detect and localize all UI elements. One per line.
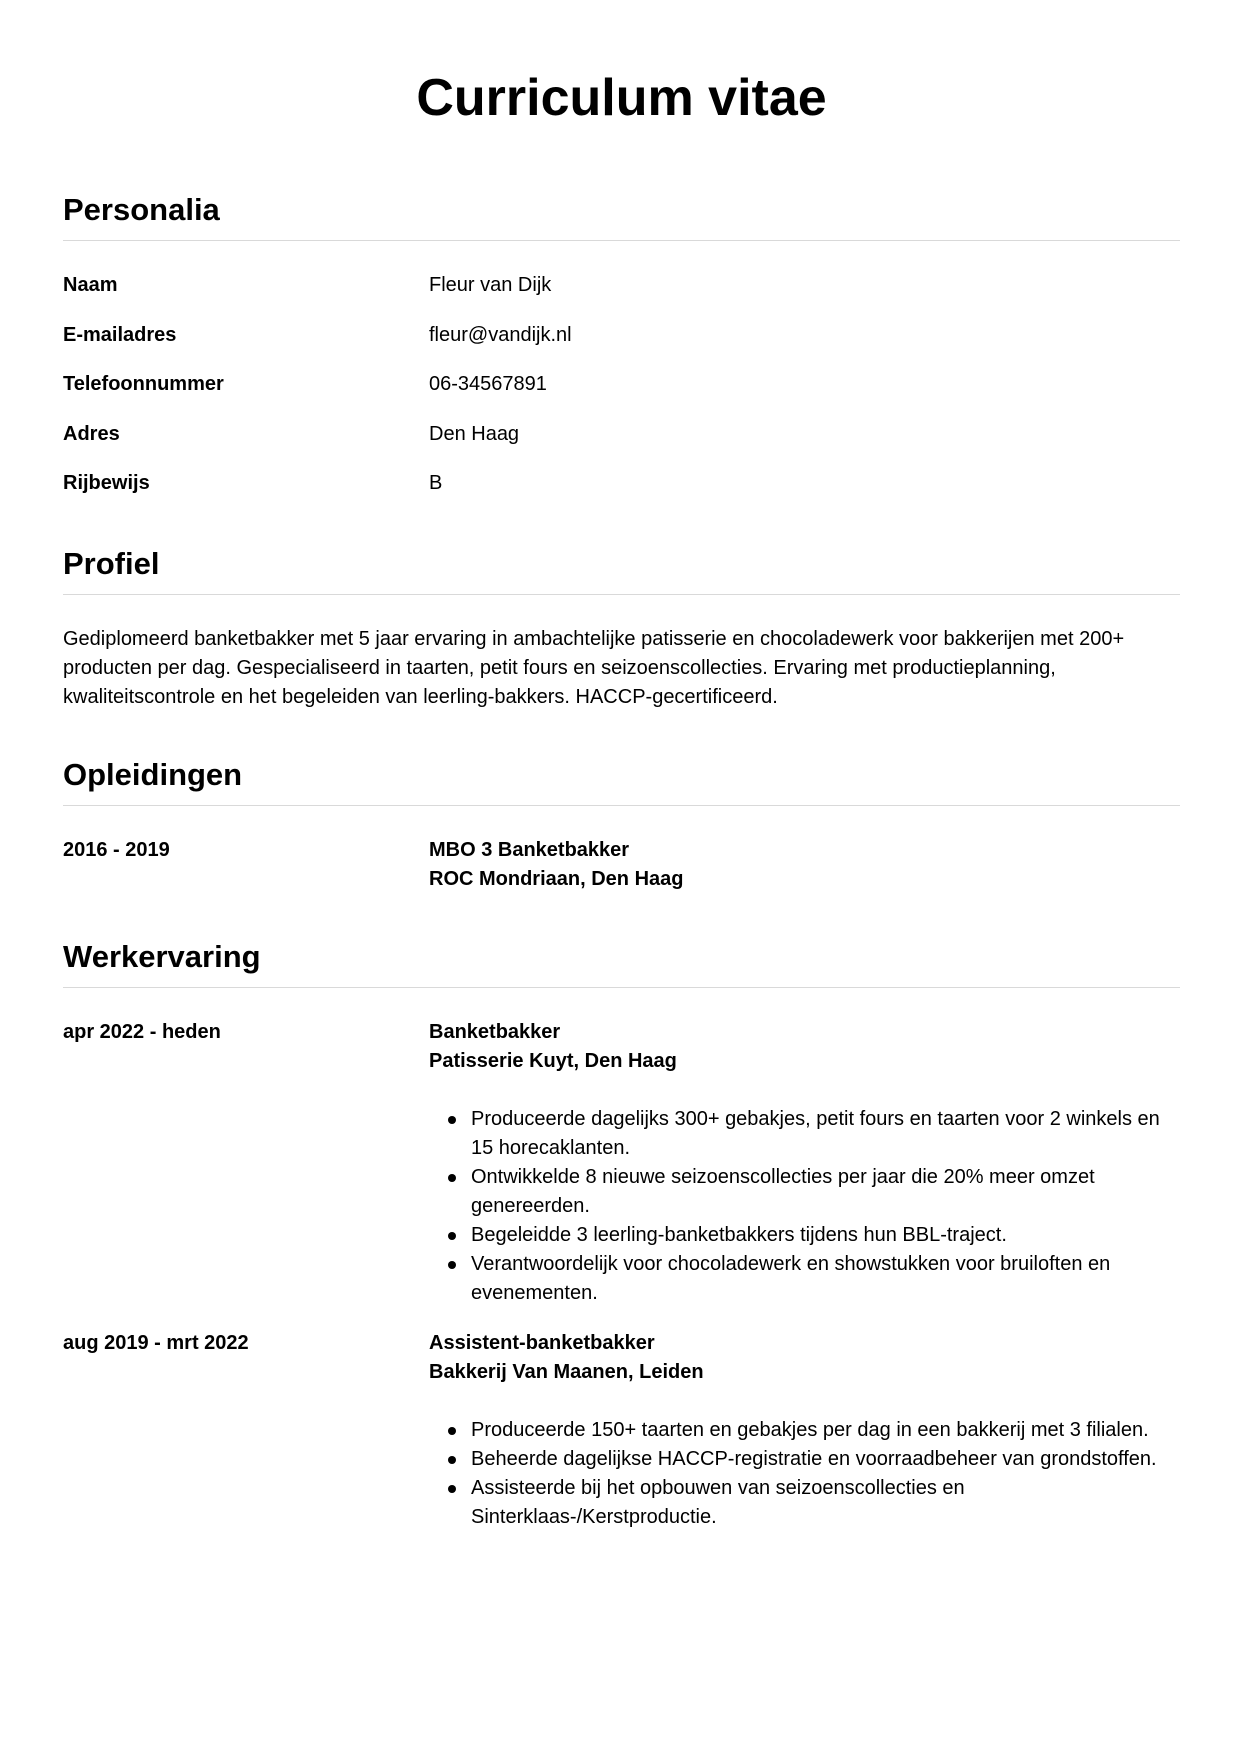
entry-org: Patisserie Kuyt, Den Haag	[429, 1050, 677, 1072]
entry-bullets	[429, 1105, 1180, 1308]
entry-title: Assistent-banketbakker	[429, 1332, 655, 1354]
entry-period: 2016 - 2019	[63, 839, 170, 861]
bullet-item: Assisteerde bij het opbouwen van seizoenscollecties en Sinterklaas-/Kerstproductie.	[471, 1474, 1180, 1532]
field-value: 06-34567891	[429, 373, 547, 395]
entry-title: MBO 3 Banketbakker	[429, 839, 630, 861]
field-label: Naam	[63, 274, 118, 296]
bullet-item: Verantwoordelijk voor chocoladewerk en showstukken voor bruiloften en evenementen.	[471, 1250, 1180, 1308]
education-entry	[63, 836, 1180, 894]
document-title: Curriculum vitae	[416, 69, 827, 127]
field-value: fleur@vandijk.nl	[429, 323, 572, 346]
personalia-list	[63, 271, 1180, 519]
section-heading-opleidingen: Opleidingen	[63, 755, 1180, 806]
bullet-item: Begeleidde 3 leerling-banketbakkers tijdens hun BBL-traject.	[471, 1221, 1180, 1250]
entry-org: ROC Mondriaan, Den Haag	[429, 868, 684, 890]
section-heading-werkervaring: Werkervaring	[63, 937, 1180, 988]
bullet-item: Ontwikkelde 8 nieuwe seizoenscollecties per jaar die 20% meer omzet genereerden.	[471, 1163, 1180, 1221]
personalia-row-email	[63, 321, 1180, 371]
personalia-row-telefoon	[63, 370, 1180, 420]
personalia-row-naam	[63, 271, 1180, 321]
entry-body	[429, 836, 1180, 894]
entry-body	[429, 1018, 1180, 1308]
section-heading-profiel: Profiel	[63, 544, 1180, 595]
section-opleidingen	[63, 755, 1180, 894]
section-profiel	[63, 544, 1180, 712]
work-entry	[63, 1329, 1180, 1532]
bullet-item: Produceerde 150+ taarten en gebakjes per dag in een bakkerij met 3 filialen.	[471, 1416, 1180, 1445]
field-label: Telefoonnummer	[63, 373, 224, 395]
bullet-item: Produceerde dagelijks 300+ gebakjes, petit fours en taarten voor 2 winkels en 15 horecaklanten.	[471, 1105, 1180, 1163]
entry-period: apr 2022 - heden	[63, 1021, 221, 1043]
field-label: Rijbewijs	[63, 472, 150, 494]
section-werkervaring	[63, 937, 1180, 1532]
field-value: Fleur van Dijk	[429, 274, 552, 296]
section-heading-personalia: Personalia	[63, 190, 1180, 241]
entry-body	[429, 1329, 1180, 1532]
entry-org: Bakkerij Van Maanen, Leiden	[429, 1361, 704, 1383]
personalia-row-rijbewijs	[63, 469, 1180, 519]
entry-period: aug 2019 - mrt 2022	[63, 1332, 249, 1354]
field-value: B	[429, 472, 443, 494]
personalia-row-adres	[63, 420, 1180, 470]
field-label: E-mailadres	[63, 323, 177, 346]
profile-text: Gediplomeerd banketbakker met 5 jaar ervaring in ambachtelijke patisserie en chocoladewerk voor bakkerijen met 200+ producten per dag. Gespecialiseerd in taarten, petit fours en seizoenscollecties. Ervaring met productieplanning, kwaliteitscontrole en het begeleiden van leerling-bakkers. HACCP-gecertificeerd.	[63, 628, 1125, 708]
field-label: Adres	[63, 422, 120, 445]
field-value: Den Haag	[429, 422, 520, 445]
section-personalia	[63, 190, 1180, 519]
entry-title: Banketbakker	[429, 1021, 561, 1043]
bullet-item: Beheerde dagelijkse HACCP-registratie en voorraadbeheer van grondstoffen.	[471, 1445, 1180, 1474]
work-entry	[63, 1018, 1180, 1308]
entry-bullets	[429, 1416, 1180, 1532]
